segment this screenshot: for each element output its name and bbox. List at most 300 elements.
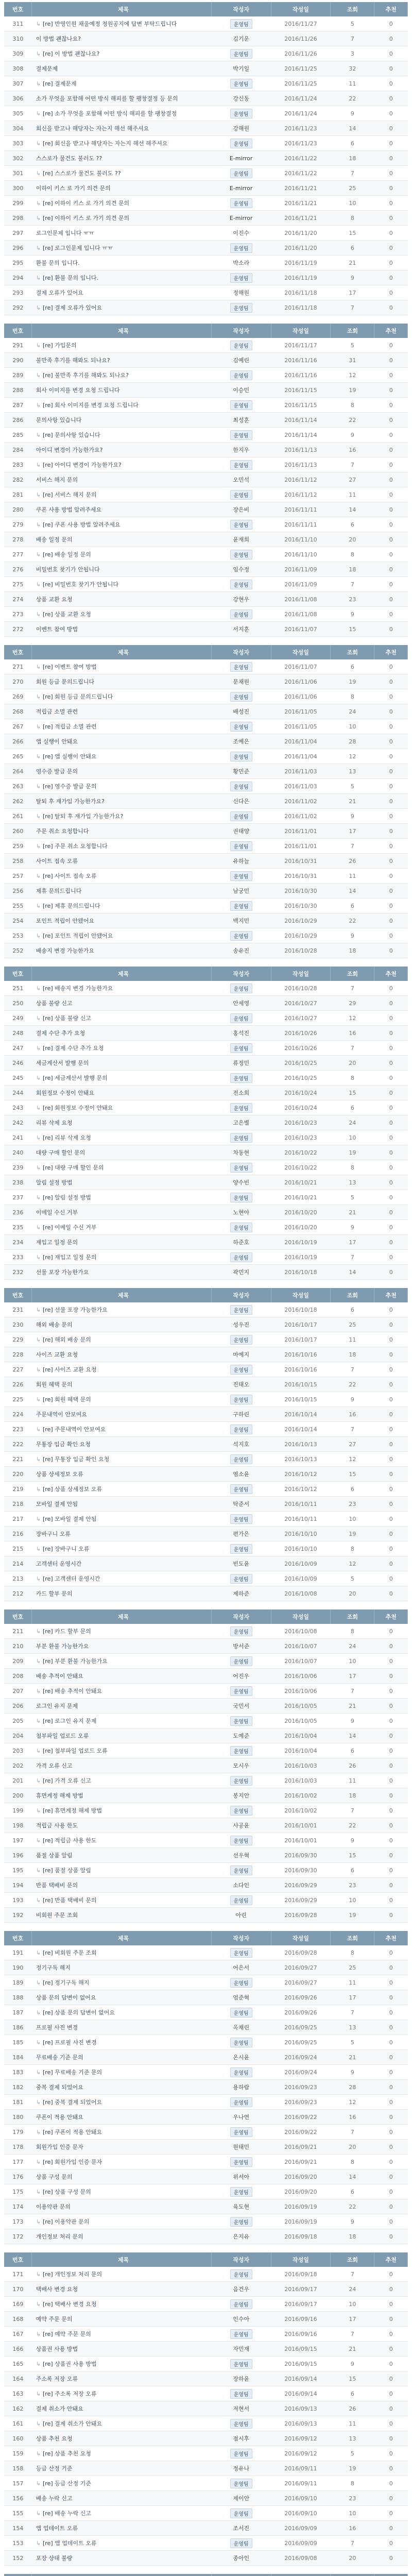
post-writer[interactable]: 선우혁 xyxy=(233,1852,250,1859)
post-writer[interactable]: 운영팀 xyxy=(230,49,252,59)
post-title-link[interactable]: 사이트 접속 오류 xyxy=(36,858,78,865)
table-row[interactable] xyxy=(4,1512,408,1527)
post-writer[interactable]: 강현우 xyxy=(233,596,250,603)
post-title-link[interactable]: [re] 서비스 해지 문의 xyxy=(43,492,97,498)
post-writer[interactable]: 운영팀 xyxy=(230,841,252,851)
post-title-link[interactable]: [re] 이메일 수신 거부 xyxy=(43,1224,97,1231)
post-writer[interactable]: 운영팀 xyxy=(230,2038,252,2047)
post-writer[interactable]: 운영팀 xyxy=(230,19,252,29)
table-row[interactable] xyxy=(4,689,408,704)
table-row[interactable] xyxy=(4,285,408,300)
post-title-link[interactable]: 무료배송 기준 문의 xyxy=(36,2054,83,2061)
post-title-link[interactable]: 주문내역이 안보여요 xyxy=(36,1411,87,1418)
table-row[interactable] xyxy=(4,61,408,76)
post-title-link[interactable]: 상품 구성 문의 xyxy=(36,2174,73,2180)
table-row[interactable] xyxy=(4,2110,408,2125)
post-title-link[interactable]: [re] 배송 추적이 안돼요 xyxy=(43,1688,102,1694)
post-writer[interactable]: 송유진 xyxy=(233,947,250,954)
table-row[interactable] xyxy=(4,913,408,928)
post-title-link[interactable]: [re] 스스로가 물건도 불러도 ?? xyxy=(43,170,121,177)
table-row[interactable] xyxy=(4,1878,408,1893)
post-writer[interactable]: 사공윤 xyxy=(233,1822,250,1829)
post-writer[interactable]: 운영팀 xyxy=(230,168,252,178)
post-title-link[interactable]: 세금계산서 발행 문의 xyxy=(36,1060,89,1066)
table-row[interactable] xyxy=(4,2035,408,2050)
post-title-link[interactable]: [re] 택배사 변경 요청 xyxy=(43,2301,97,2308)
table-row[interactable] xyxy=(4,487,408,502)
post-title-link[interactable]: [re] 결제문제 xyxy=(43,80,77,87)
post-writer[interactable]: 운영팀 xyxy=(230,341,252,350)
table-row[interactable] xyxy=(4,824,408,839)
post-title-link[interactable]: 장바구니 오류 xyxy=(36,1531,71,1537)
table-row[interactable] xyxy=(4,241,408,256)
post-title-link[interactable]: [re] 무료배송 기준 문의 xyxy=(43,2069,102,2076)
post-title-link[interactable]: 회신을 받고나 해당자는 자는지 해선 해주셔요 xyxy=(36,125,149,132)
post-writer[interactable]: 운영팀 xyxy=(230,2269,252,2279)
post-writer[interactable]: 편가은 xyxy=(233,1531,250,1537)
post-title-link[interactable]: [re] 회원가입 인증 문자 xyxy=(43,2159,102,2165)
post-title-link[interactable]: 회사 이미지를 변경 요청 드립니다 xyxy=(36,387,120,394)
post-writer[interactable]: 양수빈 xyxy=(233,1179,250,1186)
post-title-link[interactable]: 포인트 적립이 안됐어요 xyxy=(36,918,95,924)
post-writer[interactable]: 운영팀 xyxy=(230,1484,252,1494)
post-writer[interactable]: 은지유 xyxy=(233,2233,250,2240)
post-writer[interactable]: 운영팀 xyxy=(230,609,252,619)
table-row[interactable] xyxy=(4,1026,408,1041)
post-writer[interactable]: 운영팀 xyxy=(230,2329,252,2339)
post-writer[interactable]: 노현아 xyxy=(233,1209,250,1216)
post-title-link[interactable]: [re] 포인트 적립이 안됐어요 xyxy=(43,933,113,939)
post-writer[interactable]: 진태오 xyxy=(233,1381,250,1388)
table-row[interactable] xyxy=(4,1541,408,1556)
table-row[interactable] xyxy=(4,443,408,457)
table-row[interactable] xyxy=(4,383,408,398)
table-row[interactable] xyxy=(4,1250,408,1265)
table-row[interactable] xyxy=(4,1302,408,1317)
post-title-link[interactable]: [re] 사이트 접속 오류 xyxy=(43,873,97,879)
post-title-link[interactable]: 무통장 입금 확인 요청 xyxy=(36,1441,91,1448)
post-title-link[interactable]: [re] 결제 취소가 안돼요 xyxy=(43,2420,102,2427)
post-writer[interactable]: 운영팀 xyxy=(230,752,252,761)
table-row[interactable] xyxy=(4,2416,408,2431)
post-writer[interactable]: 곽민지 xyxy=(233,1269,250,1276)
post-writer[interactable]: 윤재희 xyxy=(233,536,250,543)
post-writer[interactable]: 운영팀 xyxy=(230,1013,252,1023)
post-writer[interactable]: 용하람 xyxy=(233,2084,250,2091)
table-row[interactable] xyxy=(4,136,408,151)
table-row[interactable] xyxy=(4,532,408,547)
post-title-link[interactable]: 이 방법 괜찮나요? xyxy=(36,36,81,42)
post-writer[interactable]: 김예린 xyxy=(233,357,250,364)
post-title-link[interactable]: [re] 무통장 입금 확인 요청 xyxy=(43,1456,110,1463)
post-title-link[interactable]: 회원 등급 문의드립니다 xyxy=(36,679,95,685)
post-writer[interactable]: 운영팀 xyxy=(230,2217,252,2227)
post-title-link[interactable]: 정기구독 해지 xyxy=(36,1964,71,1971)
table-row[interactable] xyxy=(4,1115,408,1130)
post-writer[interactable]: 정해원 xyxy=(233,290,250,296)
post-writer[interactable]: 운영팀 xyxy=(230,1103,252,1113)
post-title-link[interactable]: 반품 택배비 문의 xyxy=(36,1882,78,1889)
post-title-link[interactable]: 예약 주문 문의 xyxy=(36,2316,73,2323)
post-title-link[interactable]: 택배사 변경 요청 xyxy=(36,2286,78,2293)
table-row[interactable] xyxy=(4,2125,408,2140)
post-title-link[interactable]: 상품 문의 답변이 없어요 xyxy=(36,1994,96,2001)
table-row[interactable] xyxy=(4,869,408,884)
table-row[interactable] xyxy=(4,1556,408,1571)
post-title-link[interactable]: [re] 부분 환불 가능한가요 xyxy=(43,1658,108,1665)
post-writer[interactable]: 운영팀 xyxy=(230,1163,252,1173)
table-row[interactable] xyxy=(4,1639,408,1654)
post-title-link[interactable]: [re] 로그인 유지 문제 xyxy=(43,1718,97,1724)
table-row[interactable] xyxy=(4,1056,408,1071)
post-title-link[interactable]: 이하이 키스 로 가기 의견 문의 xyxy=(36,185,111,192)
table-row[interactable] xyxy=(4,1160,408,1175)
post-title-link[interactable]: 포장 상태 불량 xyxy=(36,2555,73,2562)
post-writer[interactable]: 석지호 xyxy=(233,1441,250,1448)
post-title-link[interactable]: [re] 이 방법 괜찮나요? xyxy=(43,50,100,57)
post-writer[interactable]: 운영팀 xyxy=(230,662,252,672)
post-writer[interactable]: 류정민 xyxy=(233,1060,250,1066)
table-row[interactable] xyxy=(4,472,408,487)
post-title-link[interactable]: [re] 적립금 소멸 관련 xyxy=(43,723,97,730)
post-title-link[interactable]: 개인정보 처리 문의 xyxy=(36,2233,83,2240)
post-title-link[interactable]: [re] 상품 상세정보 오류 xyxy=(43,1486,102,1493)
table-row[interactable] xyxy=(4,2371,408,2386)
post-title-link[interactable]: [re] 모바일 결제 안됨 xyxy=(43,1516,97,1522)
table-row[interactable] xyxy=(4,1220,408,1235)
table-row[interactable] xyxy=(4,704,408,719)
post-writer[interactable]: 임수정 xyxy=(233,566,250,573)
table-row[interactable] xyxy=(4,16,408,31)
post-writer[interactable]: 서지훈 xyxy=(233,626,250,633)
post-writer[interactable]: 운영팀 xyxy=(230,1746,252,1756)
table-row[interactable] xyxy=(4,577,408,592)
post-writer[interactable]: 어진우 xyxy=(233,1673,250,1680)
table-row[interactable] xyxy=(4,2551,408,2566)
table-row[interactable] xyxy=(4,839,408,854)
post-title-link[interactable]: [re] 첨부파일 업로드 오류 xyxy=(43,1748,108,1754)
table-row[interactable] xyxy=(4,1377,408,1392)
post-title-link[interactable]: [re] 등급 산정 기준 xyxy=(43,2480,91,2487)
table-row[interactable] xyxy=(4,622,408,637)
table-row[interactable] xyxy=(4,1669,408,1684)
table-row[interactable] xyxy=(4,794,408,809)
table-row[interactable] xyxy=(4,46,408,61)
post-title-link[interactable]: 결제문제 xyxy=(36,65,58,72)
post-writer[interactable]: 운영팀 xyxy=(230,2299,252,2309)
post-writer[interactable]: 운영팀 xyxy=(230,1656,252,1666)
post-writer[interactable]: 운영팀 xyxy=(230,1978,252,1988)
post-title-link[interactable]: [re] 앱 업데이트 오류 xyxy=(43,2540,97,2547)
post-writer[interactable]: 운영팀 xyxy=(230,1686,252,1696)
post-title-link[interactable]: [re] 회신을 받고나 해당자는 자는지 해선 해주셔요 xyxy=(43,140,168,147)
table-row[interactable] xyxy=(4,899,408,913)
post-title-link[interactable]: [re] 배송 누락 신고 xyxy=(43,2510,91,2517)
post-writer[interactable]: 운영팀 xyxy=(230,931,252,941)
table-row[interactable] xyxy=(4,1467,408,1482)
post-writer[interactable]: 운영팀 xyxy=(230,1073,252,1083)
post-title-link[interactable]: 문의사항 있습니다 xyxy=(36,417,82,423)
table-row[interactable] xyxy=(4,2214,408,2229)
table-row[interactable] xyxy=(4,562,408,577)
post-title-link[interactable]: [re] 사이즈 교환 요청 xyxy=(43,1366,97,1373)
post-writer[interactable]: 신다은 xyxy=(233,798,250,805)
post-writer[interactable]: 방서준 xyxy=(233,1643,250,1650)
post-title-link[interactable]: [re] 대량 구매 할인 문의 xyxy=(43,1164,104,1171)
post-writer[interactable]: 운영팀 xyxy=(230,370,252,380)
post-title-link[interactable]: 배송 추적이 안돼요 xyxy=(36,1673,83,1680)
post-writer[interactable]: 권태양 xyxy=(233,828,250,835)
post-title-link[interactable]: 앱 업데이트 오류 xyxy=(36,2525,78,2532)
post-title-link[interactable]: 적립금 사용 한도 xyxy=(36,1822,78,1829)
post-writer[interactable]: E-mirror xyxy=(229,214,253,222)
post-title-link[interactable]: 품절 상품 알림 xyxy=(36,1852,73,1859)
post-title-link[interactable]: [re] 아이디 변경이 가능한가요? xyxy=(43,462,122,468)
post-writer[interactable]: 한지우 xyxy=(233,447,250,453)
table-row[interactable] xyxy=(4,854,408,869)
post-title-link[interactable]: 대량 구매 할인 문의 xyxy=(36,1149,85,1156)
table-row[interactable] xyxy=(4,2020,408,2035)
table-row[interactable] xyxy=(4,353,408,368)
post-writer[interactable]: 운영팀 xyxy=(230,1043,252,1053)
table-row[interactable] xyxy=(4,2461,408,2476)
post-title-link[interactable]: 소가 무엇을 포함해 어떤 방식 해피를 할 팽창결정 등 문의 xyxy=(36,95,178,102)
post-writer[interactable]: 운영팀 xyxy=(230,2127,252,2137)
post-title-link[interactable]: 주문 취소 요청합니다 xyxy=(36,828,89,835)
post-title-link[interactable]: [re] 불만족 후기를 해봐도 되나요? xyxy=(43,372,129,379)
table-row[interactable] xyxy=(4,2357,408,2371)
table-row[interactable] xyxy=(4,428,408,443)
post-writer[interactable]: 운영팀 xyxy=(230,2419,252,2429)
post-title-link[interactable]: 상품 추천 요청 xyxy=(36,2435,73,2442)
post-writer[interactable]: 운영팀 xyxy=(230,109,252,118)
post-writer[interactable]: 박기일 xyxy=(233,65,250,72)
post-title-link[interactable]: [re] 상품 불량 신고 xyxy=(43,1015,91,1022)
post-title-link[interactable]: [re] 회사 이미지를 변경 요청 드립니다 xyxy=(43,402,139,409)
post-writer[interactable]: 김기운 xyxy=(233,36,250,42)
post-title-link[interactable]: 스스로가 물건도 불러도 ?? xyxy=(36,155,102,162)
table-row[interactable] xyxy=(4,1586,408,1601)
table-row[interactable] xyxy=(4,1893,408,1908)
post-writer[interactable]: 인수아 xyxy=(233,2316,250,2323)
table-row[interactable] xyxy=(4,607,408,622)
post-title-link[interactable]: [re] 결제 수단 추가 요청 xyxy=(43,1045,104,1052)
table-row[interactable] xyxy=(4,1190,408,1205)
post-title-link[interactable]: [re] 결제 오류가 있어요 xyxy=(43,304,102,311)
post-title-link[interactable]: 배송 누락 신고 xyxy=(36,2495,73,2502)
post-writer[interactable]: 운영팀 xyxy=(230,273,252,283)
table-row[interactable] xyxy=(4,2005,408,2020)
post-writer[interactable]: 운영팀 xyxy=(230,1335,252,1345)
post-writer[interactable]: 강해원 xyxy=(233,125,250,132)
post-title-link[interactable]: 재입고 일정 문의 xyxy=(36,1239,78,1246)
table-row[interactable] xyxy=(4,1684,408,1699)
post-title-link[interactable]: [re] 재입고 일정 문의 xyxy=(43,1254,97,1261)
post-title-link[interactable]: 주소록 저장 오류 xyxy=(36,2376,78,2382)
table-row[interactable] xyxy=(4,1908,408,1923)
post-writer[interactable]: 운영팀 xyxy=(230,1806,252,1816)
table-row[interactable] xyxy=(4,151,408,166)
table-row[interactable] xyxy=(4,1086,408,1100)
post-title-link[interactable]: 비회원 주문 조회 xyxy=(36,1912,78,1919)
table-row[interactable] xyxy=(4,1422,408,1437)
post-title-link[interactable]: 리뷰 삭제 요청 xyxy=(36,1120,73,1126)
table-row[interactable] xyxy=(4,1945,408,1960)
table-row[interactable] xyxy=(4,809,408,824)
post-title-link[interactable]: [re] 해외 배송 문의 xyxy=(43,1336,91,1343)
post-title-link[interactable]: 부분 환불 가능한가요 xyxy=(36,1643,89,1650)
post-writer[interactable]: 운영팀 xyxy=(230,400,252,410)
post-title-link[interactable]: [re] 반품 택배비 문의 xyxy=(43,1897,97,1904)
table-row[interactable] xyxy=(4,2229,408,2244)
table-row[interactable] xyxy=(4,457,408,472)
post-writer[interactable]: 운영팀 xyxy=(230,303,252,313)
post-title-link[interactable]: 상품권 사용 방법 xyxy=(36,2346,78,2352)
post-writer[interactable]: 육도현 xyxy=(233,2204,250,2210)
post-title-link[interactable]: [re] 반영인원 채울예정 청원공지에 답변 부탁드립니다 xyxy=(43,21,177,27)
post-title-link[interactable]: [re] 상품 교환 요청 xyxy=(43,611,91,618)
table-row[interactable] xyxy=(4,547,408,562)
post-title-link[interactable]: 영수증 발급 문의 xyxy=(36,768,78,775)
table-row[interactable] xyxy=(4,256,408,270)
table-row[interactable] xyxy=(4,592,408,607)
table-row[interactable] xyxy=(4,1654,408,1669)
post-title-link[interactable]: [re] 가격 오류 신고 xyxy=(43,1777,91,1784)
post-title-link[interactable]: 사이즈 교환 요청 xyxy=(36,1351,78,1358)
post-title-link[interactable]: [re] 앱 실행이 안돼요 xyxy=(43,753,97,760)
table-row[interactable] xyxy=(4,1848,408,1863)
table-row[interactable] xyxy=(4,1347,408,1362)
table-row[interactable] xyxy=(4,1990,408,2005)
table-row[interactable] xyxy=(4,1205,408,1220)
table-row[interactable] xyxy=(4,1803,408,1818)
post-title-link[interactable]: 서비스 해지 문의 xyxy=(36,477,78,483)
post-writer[interactable]: 모시우 xyxy=(233,1762,250,1769)
post-writer[interactable]: 운영팀 xyxy=(230,198,252,208)
post-writer[interactable]: 홍석진 xyxy=(233,1030,250,1037)
table-row[interactable] xyxy=(4,2267,408,2282)
post-title-link[interactable]: 로그인문제 입니다 ㅠㅠ xyxy=(36,230,95,236)
post-title-link[interactable]: [re] 소가 무엇을 포함해 어떤 방식 해피를 할 팽창결정 xyxy=(43,110,177,117)
post-title-link[interactable]: [re] 주문 취소 요청합니다 xyxy=(43,843,108,850)
post-title-link[interactable]: 중복 결제 되었어요 xyxy=(36,2084,83,2091)
post-writer[interactable]: 원태민 xyxy=(233,2144,250,2150)
post-writer[interactable]: 저현서 xyxy=(233,2405,250,2412)
table-row[interactable] xyxy=(4,1788,408,1803)
post-title-link[interactable]: 알림 설정 방법 xyxy=(36,1179,73,1186)
post-writer[interactable]: 운영팀 xyxy=(230,1866,252,1875)
post-title-link[interactable]: [re] 이하이 키스 로 가기 의견 문의 xyxy=(43,200,130,207)
post-writer[interactable]: 장은비 xyxy=(233,506,250,513)
table-row[interactable] xyxy=(4,1130,408,1145)
table-row[interactable] xyxy=(4,1833,408,1848)
post-writer[interactable]: 운영팀 xyxy=(230,1425,252,1434)
post-title-link[interactable]: 고객센터 운영시간 xyxy=(36,1561,82,1567)
post-writer[interactable]: 운영팀 xyxy=(230,811,252,821)
post-writer[interactable]: 탁준서 xyxy=(233,1501,250,1507)
post-writer[interactable]: 봉지안 xyxy=(233,1792,250,1799)
table-row[interactable] xyxy=(4,674,408,689)
post-writer[interactable]: 조서진 xyxy=(233,2525,250,2532)
post-title-link[interactable]: [re] 예약 주문 문의 xyxy=(43,2331,91,2337)
post-title-link[interactable]: [re] 탈퇴 후 재가입 가능한가요? xyxy=(43,813,124,820)
post-title-link[interactable]: [re] 문의사항 있습니다 xyxy=(43,432,100,438)
table-row[interactable] xyxy=(4,719,408,734)
post-writer[interactable]: 운영팀 xyxy=(230,1574,252,1584)
table-row[interactable] xyxy=(4,1482,408,1497)
table-row[interactable] xyxy=(4,2199,408,2214)
post-writer[interactable]: 하준호 xyxy=(233,1239,250,1246)
table-row[interactable] xyxy=(4,2342,408,2357)
post-title-link[interactable]: [re] 환불 문의 입니다. xyxy=(43,275,99,281)
table-row[interactable] xyxy=(4,2297,408,2312)
post-title-link[interactable]: [re] 이용약관 문의 xyxy=(43,2218,90,2225)
table-row[interactable] xyxy=(4,226,408,241)
post-writer[interactable]: 백지민 xyxy=(233,918,250,924)
post-title-link[interactable]: [re] 개인정보 처리 문의 xyxy=(43,2271,102,2278)
post-writer[interactable]: 운영팀 xyxy=(230,490,252,500)
table-row[interactable] xyxy=(4,1407,408,1422)
post-title-link[interactable]: 비밀번호 찾기가 안됩니다 xyxy=(36,566,100,573)
table-row[interactable] xyxy=(4,91,408,106)
table-row[interactable] xyxy=(4,1362,408,1377)
post-title-link[interactable]: [re] 배송지 변경 가능한가요 xyxy=(43,985,113,992)
post-title-link[interactable]: 결제 취소가 안돼요 xyxy=(36,2405,83,2412)
table-row[interactable] xyxy=(4,1960,408,1975)
post-title-link[interactable]: [re] 로그인문제 입니다 ㅠㅠ xyxy=(43,245,113,251)
table-row[interactable] xyxy=(4,1758,408,1773)
post-title-link[interactable]: 회원 혜택 문의 xyxy=(36,1381,73,1388)
post-title-link[interactable]: 가격 오류 신고 xyxy=(36,1762,73,1769)
post-writer[interactable]: 배성진 xyxy=(233,708,250,715)
post-title-link[interactable]: 모바일 결제 안됨 xyxy=(36,1501,78,1507)
post-writer[interactable]: 제이안 xyxy=(233,2495,250,2502)
table-row[interactable] xyxy=(4,211,408,226)
table-row[interactable] xyxy=(4,2446,408,2461)
table-row[interactable] xyxy=(4,1714,408,1728)
table-row[interactable] xyxy=(4,2080,408,2095)
table-row[interactable] xyxy=(4,1332,408,1347)
post-writer[interactable]: 옥채린 xyxy=(233,2024,250,2031)
table-row[interactable] xyxy=(4,659,408,674)
post-writer[interactable]: 운영팀 xyxy=(230,2509,252,2518)
table-row[interactable] xyxy=(4,1041,408,1056)
post-title-link[interactable]: 제휴 문의드립니다 xyxy=(36,888,82,894)
post-writer[interactable]: 정유나 xyxy=(233,2465,250,2472)
table-row[interactable] xyxy=(4,1773,408,1788)
table-row[interactable] xyxy=(4,2536,408,2551)
post-title-link[interactable]: 카드 할부 문의 xyxy=(36,1590,73,1597)
table-row[interactable] xyxy=(4,981,408,996)
post-writer[interactable]: 운영팀 xyxy=(230,901,252,911)
post-writer[interactable]: 구하린 xyxy=(233,1411,250,1418)
post-title-link[interactable]: [re] 고객센터 운영시간 xyxy=(43,1575,100,1582)
post-title-link[interactable]: [re] 카드 할부 문의 xyxy=(43,1628,91,1635)
post-title-link[interactable]: [re] 정기구독 해지 xyxy=(43,1979,90,1986)
table-row[interactable] xyxy=(4,2184,408,2199)
post-writer[interactable]: 제하준 xyxy=(233,1590,250,1597)
post-writer[interactable]: 운영팀 xyxy=(230,2067,252,2077)
post-writer[interactable]: 운영팀 xyxy=(230,520,252,530)
post-title-link[interactable]: 적립금 소멸 관련 xyxy=(36,708,78,715)
post-title-link[interactable]: [re] 주소록 저장 오류 xyxy=(43,2391,97,2397)
post-writer[interactable]: 자민재 xyxy=(233,2346,250,2352)
post-title-link[interactable]: 쿠폰이 적용 안돼요 xyxy=(36,2114,83,2121)
post-writer[interactable]: 온시윤 xyxy=(233,2054,250,2061)
table-row[interactable] xyxy=(4,2491,408,2506)
table-row[interactable] xyxy=(4,166,408,181)
post-title-link[interactable]: 결제 오류가 있어요 xyxy=(36,290,83,296)
